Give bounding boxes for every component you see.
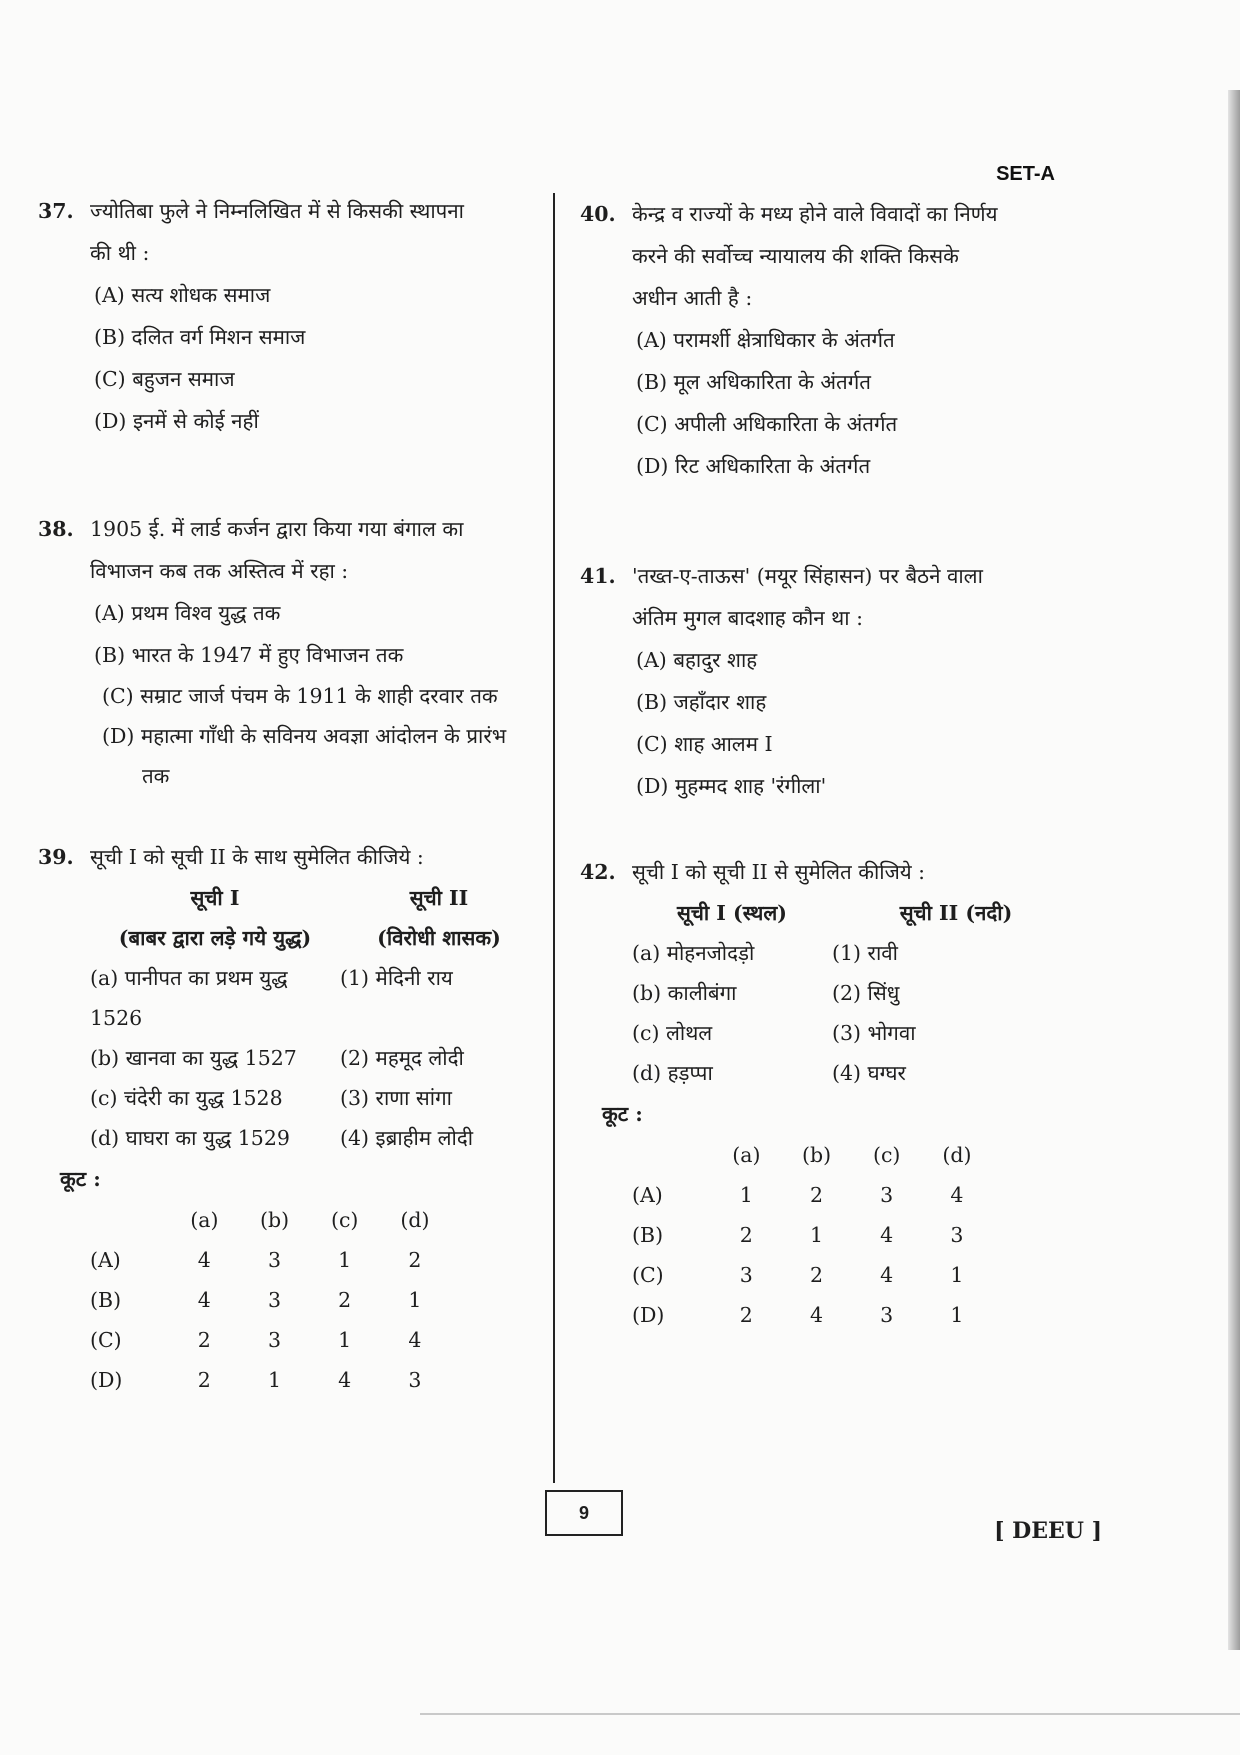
- code-value: 4: [408, 1328, 422, 1352]
- code-value: 2: [338, 1288, 352, 1312]
- booklet-code: [ DEEU ]: [994, 1518, 1102, 1544]
- code-value: 1: [809, 1223, 824, 1247]
- question-39: [38, 836, 538, 1400]
- code-label: कूट :: [60, 1167, 101, 1191]
- question-text: 'तख्त-ए-ताऊस' (मयूर सिंहासन) पर बैठने वाला: [632, 564, 983, 588]
- option-b: (B) जहाँदार शाह: [636, 690, 767, 714]
- code-value: 3: [267, 1328, 282, 1352]
- code-value: 3: [267, 1288, 282, 1312]
- question-text: सूची I को सूची II के साथ सुमेलित कीजिये :: [90, 845, 424, 869]
- match-list-table: [90, 878, 538, 1158]
- code-option: (B): [632, 1223, 664, 1247]
- code-header: (a): [732, 1143, 761, 1167]
- list1-item: (a) पानीपत का प्रथम युद्ध 1526: [90, 966, 288, 1030]
- code-header: (c): [330, 1208, 359, 1232]
- code-value: 3: [408, 1368, 422, 1392]
- question-text: की थी :: [90, 241, 150, 265]
- list2-item: (2) सिंधु: [832, 981, 900, 1005]
- option-c: (C) अपीली अधिकारिता के अंतर्गत: [636, 412, 898, 436]
- column-divider: [553, 193, 555, 1483]
- code-header: (a): [190, 1208, 219, 1232]
- code-header: (b): [801, 1143, 832, 1167]
- set-label: SET-A: [996, 163, 1055, 185]
- code-value: 3: [267, 1248, 282, 1272]
- question-number: 41.: [580, 564, 616, 588]
- question-text: करने की सर्वोच्च न्यायालय की शक्ति किसके: [632, 244, 959, 268]
- code-value: 3: [950, 1223, 964, 1247]
- question-42: [580, 851, 1080, 1335]
- question-number: 38.: [38, 517, 74, 541]
- question-37: [38, 190, 538, 442]
- code-value: 4: [950, 1183, 964, 1207]
- page-edge-line: [420, 1713, 1240, 1715]
- answer-code-table: [90, 1200, 450, 1400]
- code-value: 4: [809, 1303, 824, 1327]
- option-d: (D) महात्मा गाँधी के सविनय अवज्ञा आंदोलन के प्रारंभ तक: [102, 724, 507, 788]
- list2-item: (3) राणा सांगा: [340, 1086, 452, 1110]
- option-a: (A) परामर्शी क्षेत्राधिकार के अंतर्गत: [636, 328, 895, 352]
- code-value: 2: [739, 1303, 753, 1327]
- option-b: (B) दलित वर्ग मिशन समाज: [94, 325, 306, 349]
- code-value: 4: [880, 1223, 894, 1247]
- code-option: (B): [90, 1288, 122, 1312]
- question-41: [580, 555, 1080, 807]
- question-number: 42.: [580, 860, 616, 884]
- list1-item: (d) हड़प्पा: [632, 1061, 713, 1085]
- list2-header: सूची II: [409, 886, 469, 910]
- code-value: 4: [880, 1263, 894, 1287]
- code-option: (D): [90, 1368, 123, 1392]
- list1-item: (b) खानवा का युद्ध 1527: [90, 1046, 297, 1070]
- code-option: (A): [632, 1183, 663, 1207]
- code-value: 2: [408, 1248, 422, 1272]
- question-number: 37.: [38, 199, 74, 223]
- list1-item: (c) लोथल: [632, 1021, 713, 1045]
- code-value: 2: [197, 1368, 211, 1392]
- option-a: (A) बहादुर शाह: [636, 648, 758, 672]
- list2-header: सूची II (नदी): [899, 901, 1013, 925]
- question-number: 39.: [38, 845, 74, 869]
- match-list-table: [632, 893, 1080, 1093]
- code-value: 1: [338, 1328, 352, 1352]
- question-38: [38, 508, 538, 796]
- code-option: (A): [90, 1248, 121, 1272]
- code-value: 1: [739, 1183, 753, 1207]
- code-header: (d): [942, 1143, 972, 1167]
- code-value: 2: [739, 1223, 753, 1247]
- list1-item: (c) चंदेरी का युद्ध 1528: [90, 1086, 283, 1110]
- option-a: (A) सत्य शोधक समाज: [94, 283, 271, 307]
- list1-item: (a) मोहनजोदड़ो: [632, 941, 755, 965]
- code-value: 3: [880, 1303, 894, 1327]
- code-option: (D): [632, 1303, 665, 1327]
- code-value: 2: [809, 1263, 824, 1287]
- list1-item: (d) घाघरा का युद्ध 1529: [90, 1126, 290, 1150]
- question-text: केन्द्र व राज्यों के मध्य होने वाले विवादों का निर्णय: [632, 202, 998, 226]
- code-header: (b): [259, 1208, 290, 1232]
- option-b: (B) मूल अधिकारिता के अंतर्गत: [636, 370, 871, 394]
- list1-item: (b) कालीबंगा: [632, 981, 737, 1005]
- list1-header: सूची I: [190, 886, 240, 910]
- list2-item: (1) रावी: [832, 941, 898, 965]
- code-value: 1: [950, 1303, 964, 1327]
- code-label: कूट :: [602, 1102, 643, 1126]
- option-b: (B) भारत के 1947 में हुए विभाजन तक: [94, 643, 404, 667]
- option-c: (C) सम्राट जार्ज पंचम के 1911 के शाही दरवार तक: [102, 684, 498, 708]
- list2-item: (1) मेदिनी राय: [340, 966, 453, 990]
- code-option: (C): [90, 1328, 122, 1352]
- list2-subheader: (विरोधी शासक): [377, 926, 501, 950]
- code-value: 2: [197, 1328, 211, 1352]
- option-d: (D) रिट अधिकारिता के अंतर्गत: [636, 454, 871, 478]
- list2-item: (3) भोगवा: [832, 1021, 916, 1045]
- right-column: [580, 193, 1080, 1335]
- question-40: [580, 193, 1080, 487]
- left-column: [38, 190, 538, 1400]
- option-a: (A) प्रथम विश्व युद्ध तक: [94, 601, 281, 625]
- code-value: 4: [338, 1368, 352, 1392]
- code-value: 2: [809, 1183, 824, 1207]
- code-value: 1: [950, 1263, 964, 1287]
- code-value: 1: [267, 1368, 282, 1392]
- code-option: (C): [632, 1263, 664, 1287]
- list2-item: (2) महमूद लोदी: [340, 1046, 464, 1070]
- code-value: 1: [408, 1288, 422, 1312]
- question-text: विभाजन कब तक अस्तित्व में रहा :: [90, 559, 349, 583]
- question-text: 1905 ई. में लार्ड कर्जन द्वारा किया गया बंगाल का: [90, 517, 464, 541]
- list1-subheader: (बाबर द्वारा लड़े गये युद्ध): [118, 926, 312, 950]
- option-d: (D) इनमें से कोई नहीं: [94, 409, 259, 433]
- code-value: 4: [197, 1248, 211, 1272]
- question-number: 40.: [580, 202, 616, 226]
- page-number-box: 9: [545, 1490, 623, 1536]
- code-header: (d): [400, 1208, 430, 1232]
- list2-item: (4) इब्राहीम लोदी: [340, 1126, 474, 1150]
- question-text: सूची I को सूची II से सुमेलित कीजिये :: [632, 860, 926, 884]
- code-value: 3: [739, 1263, 753, 1287]
- option-d: (D) मुहम्मद शाह 'रंगीला': [636, 774, 827, 798]
- code-value: 3: [880, 1183, 894, 1207]
- list2-item: (4) घग्घर: [832, 1061, 906, 1085]
- answer-code-table: [632, 1135, 992, 1335]
- code-value: 1: [338, 1248, 352, 1272]
- option-c: (C) शाह आलम I: [636, 732, 773, 756]
- code-value: 4: [197, 1288, 211, 1312]
- question-text: अधीन आती है :: [632, 286, 753, 310]
- question-text: अंतिम मुगल बादशाह कौन था :: [632, 606, 863, 630]
- question-text: ज्योतिबा फुले ने निम्नलिखित में से किसकी स्थापना: [90, 199, 464, 223]
- list1-header: सूची I (स्थल): [676, 901, 787, 925]
- code-header: (c): [872, 1143, 901, 1167]
- option-c: (C) बहुजन समाज: [94, 367, 235, 391]
- page-edge-shadow: [1228, 90, 1240, 1650]
